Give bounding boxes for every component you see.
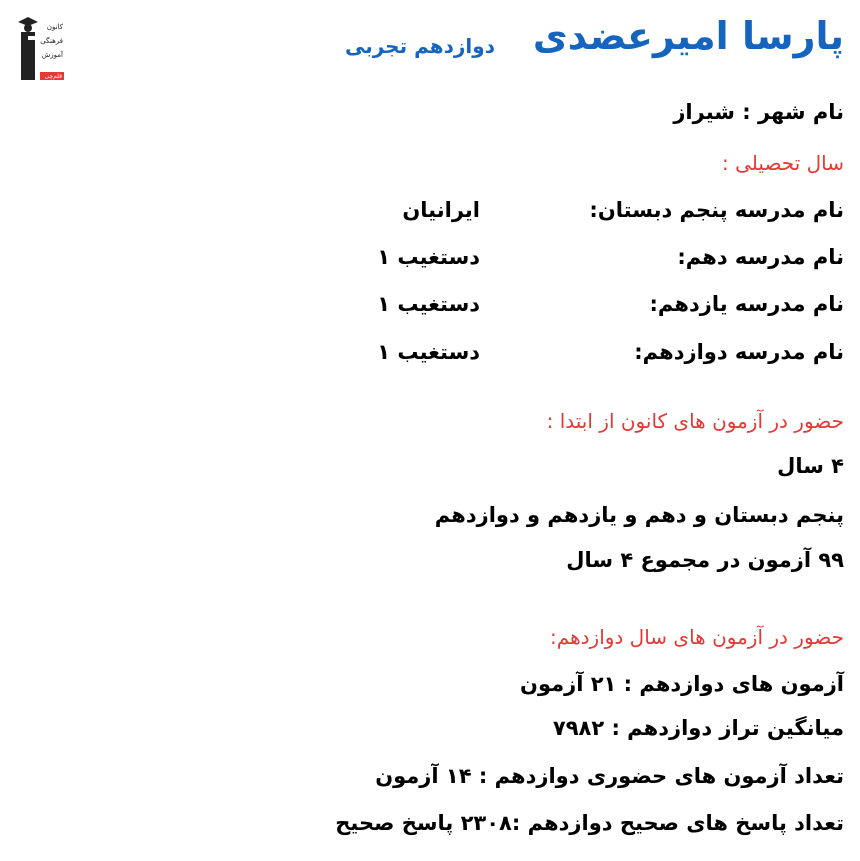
school-grade12-value: دستغیب ۱ bbox=[377, 340, 480, 364]
logo-text-1: کانون bbox=[46, 23, 63, 31]
school-grade5-value: ایرانیان bbox=[402, 198, 480, 222]
city-line: نام شهر : شیراز bbox=[673, 100, 844, 124]
logo-text-4: قلم‌چی bbox=[44, 73, 62, 80]
kanoon-total-exams: ۹۹ آزمون در مجموع ۴ سال bbox=[566, 548, 844, 572]
kanoon-logo-graphic bbox=[14, 14, 66, 82]
academic-year-label: سال تحصیلی : bbox=[722, 151, 844, 175]
grade12-inperson-exams: تعداد آزمون های حضوری دوازدهم : ۱۴ آزمون bbox=[375, 764, 844, 788]
school-grade10-value: دستغیب ۱ bbox=[377, 245, 480, 269]
kanoon-logo bbox=[14, 14, 66, 82]
school-grade5-label: نام مدرسه پنجم دبستان: bbox=[589, 198, 844, 222]
kanoon-history-heading: حضور در آزمون های کانون از ابتدا : bbox=[546, 409, 844, 433]
logo-text-3: آموزش bbox=[41, 51, 63, 59]
grade-field: دوازدهم تجربی bbox=[345, 34, 495, 58]
student-name: پارسا امیرعضدی bbox=[532, 14, 844, 58]
school-grade12-label: نام مدرسه دوازدهم: bbox=[634, 340, 844, 364]
grade12-correct-answers: تعداد پاسخ های صحیح دوازدهم :۲۳۰۸ پاسخ صحیح bbox=[335, 811, 844, 835]
school-grade10-label: نام مدرسه دهم: bbox=[677, 245, 844, 269]
grade12-avg-taraz: میانگین تراز دوازدهم : ۷۹۸۲ bbox=[552, 716, 844, 740]
school-grade11-label: نام مدرسه یازدهم: bbox=[649, 292, 844, 316]
grade12-exams-count: آزمون های دوازدهم : ۲۱ آزمون bbox=[520, 672, 844, 696]
grade12-heading: حضور در آزمون های سال دوازدهم: bbox=[550, 625, 844, 649]
logo-text-2: فرهنگی bbox=[40, 37, 63, 45]
school-grade11-value: دستغیب ۱ bbox=[377, 292, 480, 316]
kanoon-years: ۴ سال bbox=[777, 454, 844, 478]
kanoon-grades: پنجم دبستان و دهم و یازدهم و دوازدهم bbox=[434, 503, 844, 527]
